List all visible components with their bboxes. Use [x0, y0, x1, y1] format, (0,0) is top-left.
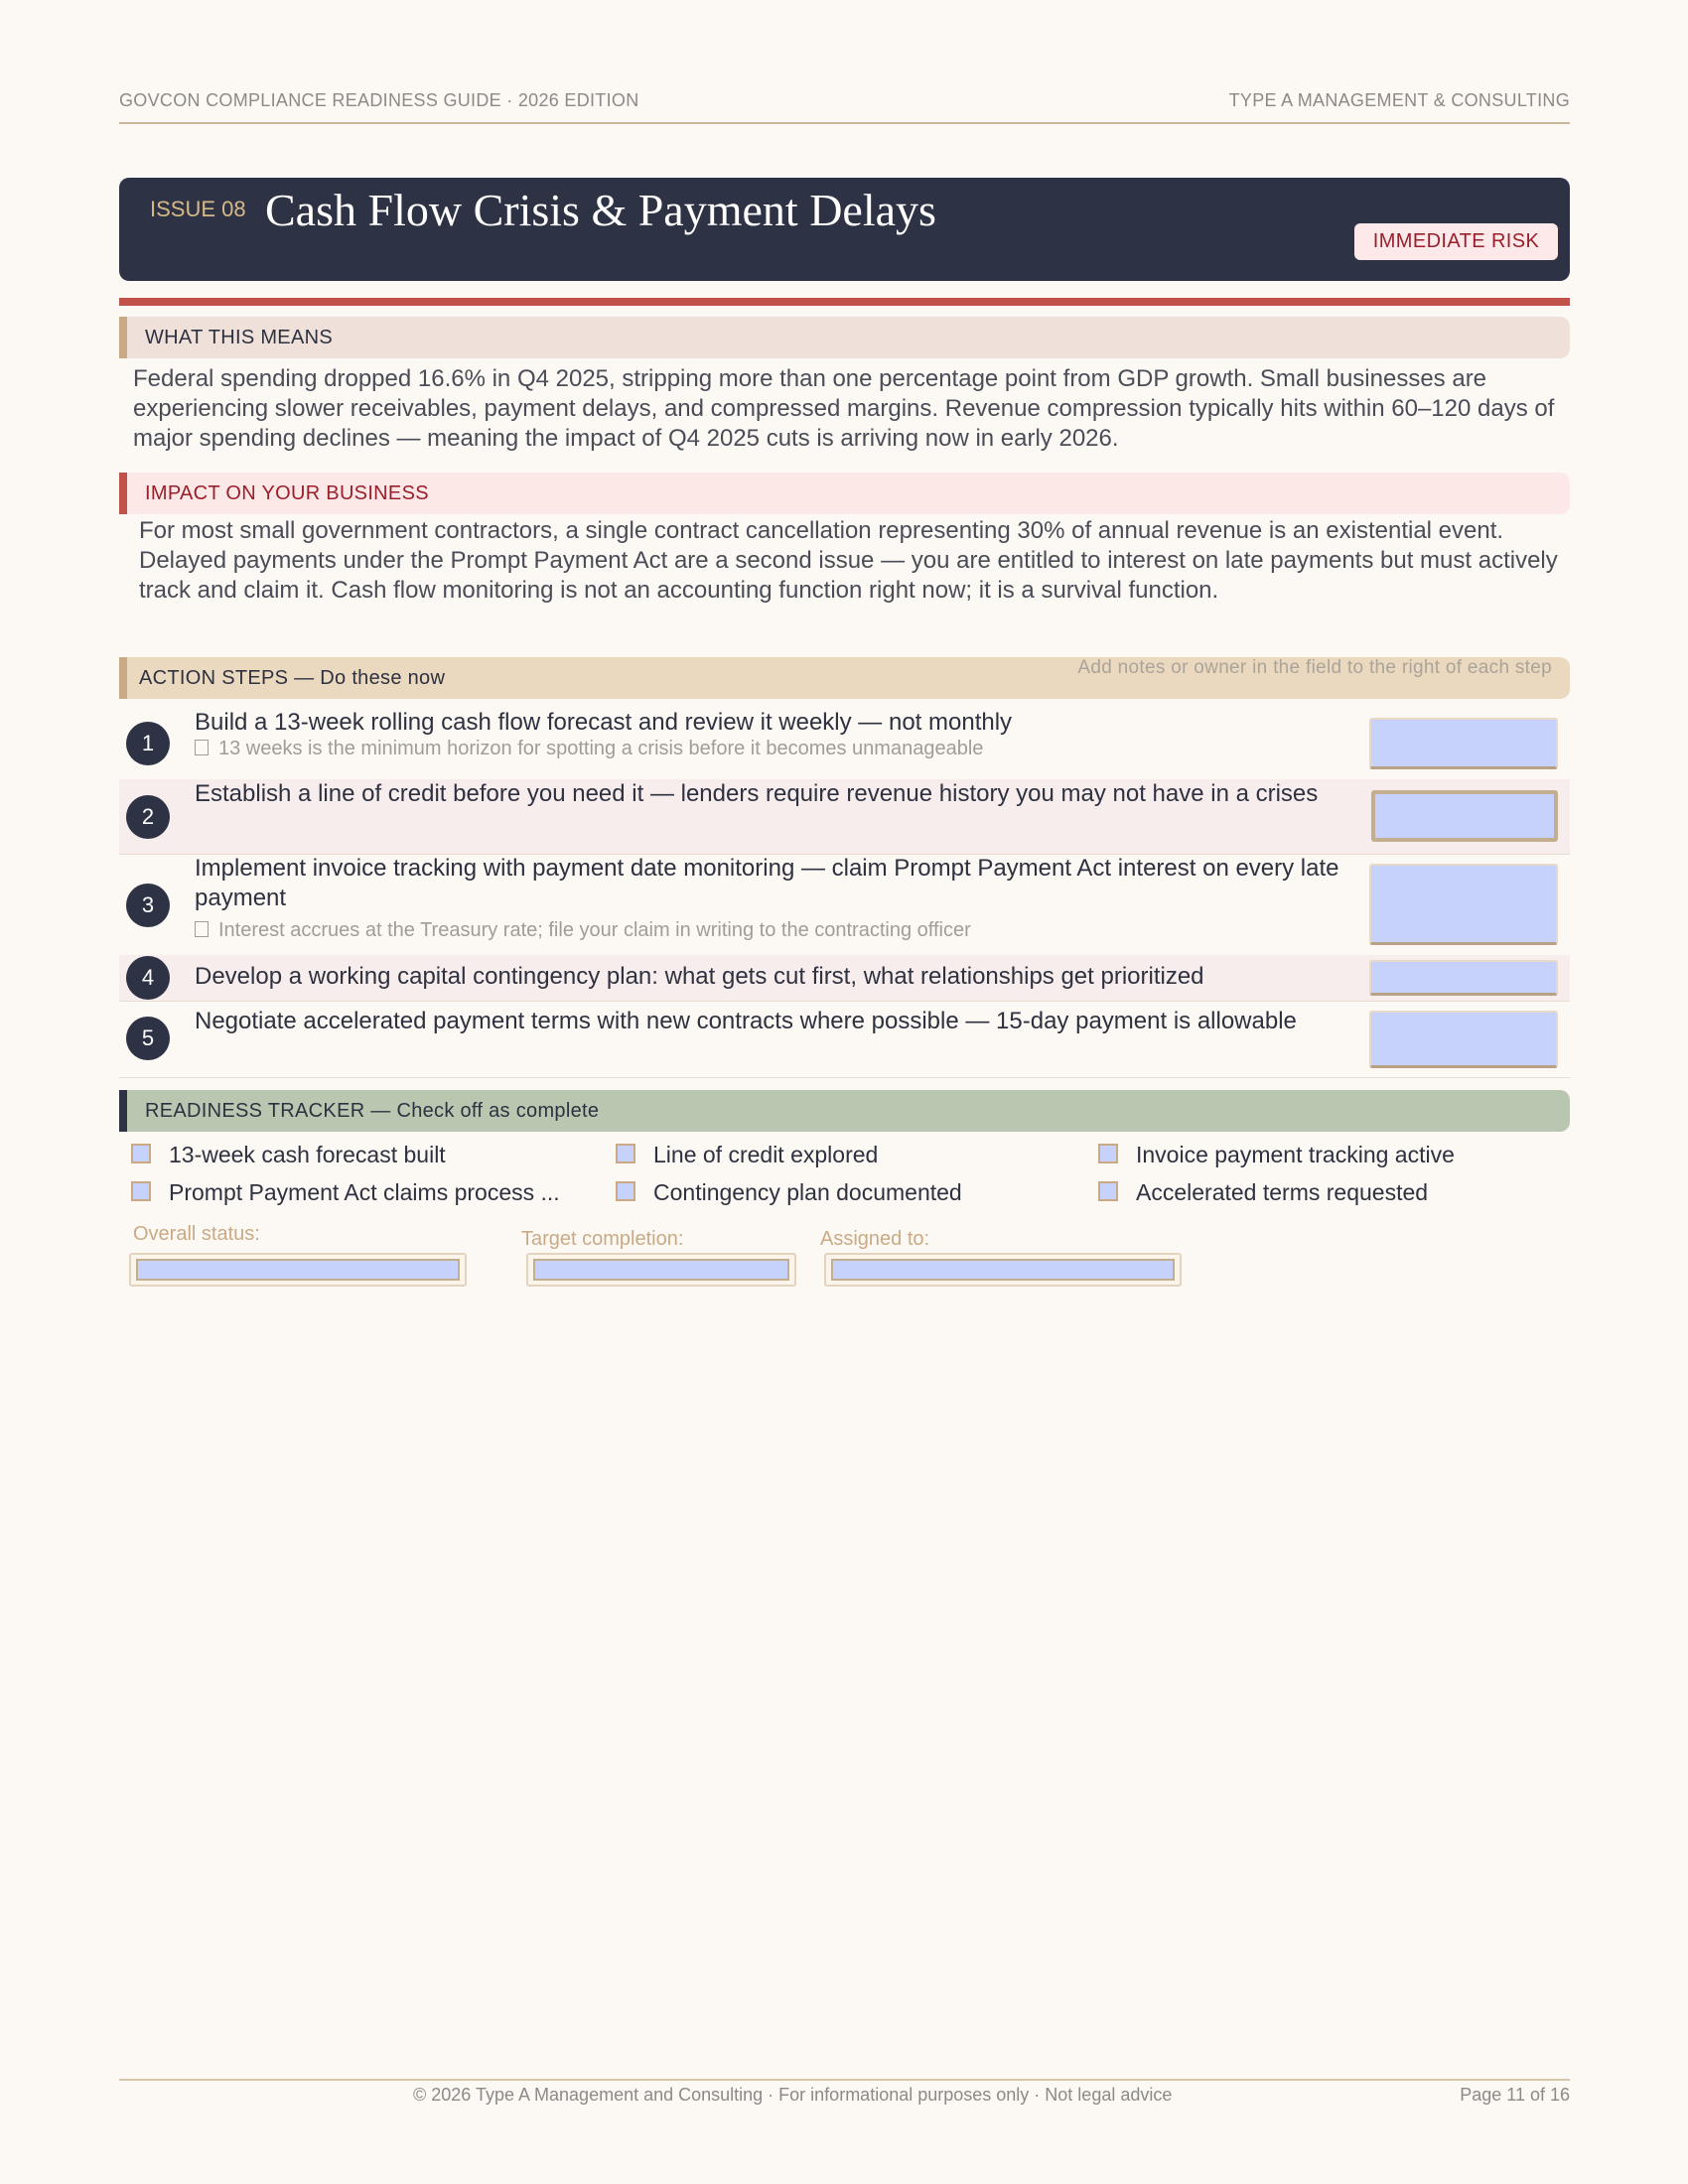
step-text: Establish a line of credit before you need it — lenders require revenue history you may not have in a crises	[195, 780, 1319, 807]
step-notes-field[interactable]	[1369, 1011, 1558, 1068]
step-text: Build a 13-week rolling cash flow forecast and review it weekly — not monthly	[195, 709, 1013, 736]
what-this-means-text: Federal spending dropped 16.6% in Q4 2025, stripping more than one percentage point from GDP growth. Small businesses are experiencing slower receivables, payment delays, and compressed margins. Revenue compression typically hits within 60–120 days of major spending declines — meaning the impact of Q4 2025 cuts is arriving now in early 2026.	[133, 365, 1555, 452]
action-steps-hint: Add notes or owner in the field to the right of each step	[1077, 657, 1552, 678]
checkbox[interactable]	[1098, 1181, 1118, 1201]
assigned-to-label: Assigned to:	[820, 1228, 930, 1250]
issue-banner	[119, 178, 1570, 281]
readiness-tracker-heading: READINESS TRACKER — Check off as complete	[119, 1090, 1570, 1132]
step-text: Negotiate accelerated payment terms with new contracts where possible — 15-day payment is allowable	[195, 1008, 1297, 1034]
checkbox[interactable]	[1098, 1144, 1118, 1163]
step-note: Interest accrues at the Treasury rate; file your claim in writing to the contracting officer	[195, 919, 1366, 942]
checkbox[interactable]	[131, 1181, 151, 1201]
action-step-4	[119, 955, 1570, 1002]
step-notes-field[interactable]	[1369, 864, 1558, 945]
page-number: Page 11 of 16	[1460, 2085, 1570, 2105]
step-number: 3	[126, 884, 170, 927]
impact-text: For most small government contractors, a single contract cancellation representing 30% of annual revenue is an existential event. Delayed payments under the Prompt Payment Act are a second issue — you are entitled to interest on late payments but must actively track and claim it. Cash flow monitoring is not an accounting function right now; it is a survival function.	[139, 517, 1558, 604]
assigned-to-field[interactable]	[824, 1253, 1182, 1287]
step-text: Develop a working capital contingency plan: what gets cut first, what relationships get prioritized	[195, 963, 1204, 990]
action-step-5	[119, 1001, 1570, 1078]
guide-title: GOVCON COMPLIANCE READINESS GUIDE · 2026 EDITION	[119, 90, 639, 110]
action-steps-title: ACTION STEPS — Do these now	[139, 667, 446, 689]
impact-heading: IMPACT ON YOUR BUSINESS	[119, 473, 1570, 514]
step-notes-field[interactable]	[1371, 790, 1558, 842]
company-name: TYPE A MANAGEMENT & CONSULTING	[1228, 90, 1570, 110]
action-step-1	[119, 708, 1570, 780]
checkbox-label: Contingency plan documented	[653, 1179, 962, 1205]
footer-disclaimer: © 2026 Type A Management and Consulting · For informational purposes only · Not legal advice	[413, 2085, 1173, 2105]
issue-title: Cash Flow Crisis & Payment Delays	[265, 185, 936, 235]
step-number: 1	[126, 722, 170, 765]
overall-status-field[interactable]	[129, 1253, 467, 1287]
accent-rule	[119, 298, 1570, 306]
checkbox[interactable]	[131, 1144, 151, 1163]
issue-number: ISSUE 08	[150, 197, 246, 221]
step-note: 13 weeks is the minimum horizon for spotting a crisis before it becomes unmanageable	[195, 738, 1366, 760]
checkbox-label: Prompt Payment Act claims process ...	[169, 1179, 560, 1205]
footer-rule	[119, 2079, 1570, 2081]
note-bullet-icon	[195, 740, 209, 755]
checkbox-label: 13-week cash forecast built	[169, 1142, 446, 1167]
checkbox-label: Accelerated terms requested	[1136, 1179, 1429, 1205]
page	[119, 0, 1570, 2184]
step-number: 4	[126, 956, 170, 1000]
action-steps-heading	[119, 657, 1570, 699]
note-bullet-icon	[195, 921, 209, 937]
running-header	[119, 90, 1570, 124]
step-text: Implement invoice tracking with payment date monitoring — claim Prompt Payment Act interest on every late payment	[195, 855, 1339, 911]
overall-status-label: Overall status:	[133, 1223, 260, 1245]
what-this-means-heading: WHAT THIS MEANS	[119, 317, 1570, 358]
target-completion-field[interactable]	[526, 1253, 796, 1287]
step-notes-field[interactable]	[1369, 718, 1558, 769]
step-notes-field[interactable]	[1369, 960, 1558, 996]
target-completion-label: Target completion:	[521, 1228, 684, 1250]
checkbox-label: Line of credit explored	[653, 1142, 879, 1167]
action-step-3	[119, 854, 1570, 956]
checkbox[interactable]	[616, 1181, 635, 1201]
checkbox-label: Invoice payment tracking active	[1136, 1142, 1455, 1167]
step-number: 2	[126, 795, 170, 839]
action-step-2	[119, 779, 1570, 855]
risk-badge: IMMEDIATE RISK	[1354, 223, 1558, 260]
checkbox[interactable]	[616, 1144, 635, 1163]
step-number: 5	[126, 1017, 170, 1060]
